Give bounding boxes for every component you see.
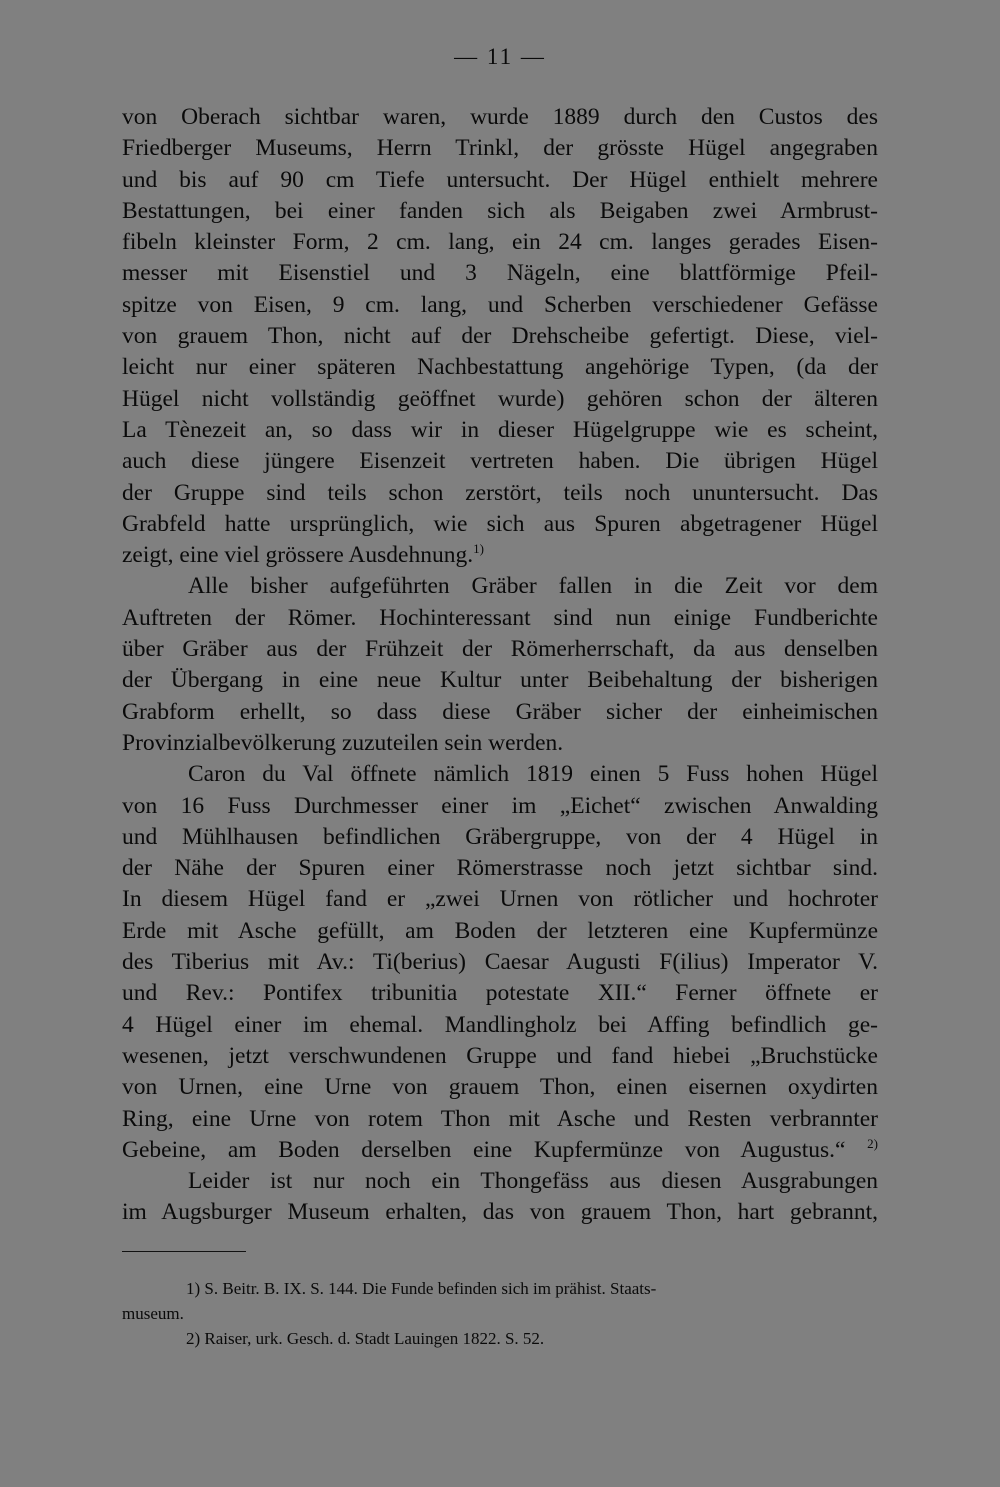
text-line: wesenen, jetzt verschwundenen Gruppe und fand hiebei „Bruchstücke [122,1042,878,1069]
text-line: auch diese jüngere Eisenzeit vertreten haben. Die übrigen Hügel [122,448,878,475]
text-line: 4 Hügel einer im ehemal. Mandlingholz bei Affing befindlich ge- [122,1011,878,1038]
text-line: Hügel nicht vollständig geöffnet wurde) gehören schon der älteren [122,385,878,412]
text-line: von Oberach sichtbar waren, wurde 1889 durch den Custos des [122,104,878,130]
text-line: messer mit Eisenstiel und 3 Nägeln, eine blattförmige Pfeil- [122,260,878,287]
text-line: der Nähe der Spuren einer Römerstrasse noch jetzt sichtbar sind. [122,855,878,882]
body-text [122,102,878,1229]
text-line: des Tiberius mit Av.: Ti(berius) Caesar Augusti F(ilius) Imperator V. [122,949,878,976]
text-line: Grabform erhellt, so dass diese Gräber sicher der einheimischen [122,698,878,725]
text-line: und bis auf 90 cm Tiefe untersucht. Der Hügel enthielt mehrere [122,166,878,193]
text-line-content: zeigt, eine viel grössere Ausdehnung. [122,542,474,569]
text-line [122,540,878,571]
text-line: und Mühlhausen befindlichen Gräbergruppe, von der 4 Hügel in [122,823,878,850]
text-line: von Urnen, eine Urne von grauem Thon, einen eisernen oxydirten [122,1074,878,1101]
text-line: La Tènezeit an, so dass wir in dieser Hügelgruppe wie es scheint, [122,416,878,443]
text-line: von 16 Fuss Durchmesser einer im „Eichet“ zwischen Anwalding [122,792,878,819]
text-line [122,1135,878,1166]
footnote-divider [122,1251,246,1252]
text-line: Provinzialbevölkerung zuzuteilen sein werden. [122,729,564,756]
text-line: Ring, eine Urne von rotem Thon mit Asche und Resten verbrannter [122,1105,878,1132]
footnote-line: museum. [122,1304,184,1323]
footnotes [122,1276,878,1351]
page-number: — 11 — [454,44,546,69]
footnote-line: 2) Raiser, urk. Gesch. d. Stadt Lauingen 1822. S. 52. [186,1329,545,1348]
text-line: Caron du Val öffnete nämlich 1819 einen 5 Fuss hohen Hügel [188,761,878,788]
footnote-ref-2: 2) [867,1135,878,1151]
text-line: Leider ist nur noch ein Thongefäss aus diesen Ausgrabungen [188,1168,878,1195]
footnote-line: 1) S. Beitr. B. IX. S. 144. Die Funde befinden sich im prähist. Staats- [186,1279,657,1298]
text-line: In diesem Hügel fand er „zwei Urnen von rötlicher und hochroter [122,886,878,913]
text-line: Erde mit Asche gefüllt, am Boden der letzteren eine Kupfermünze [122,917,878,944]
text-line: Grabfeld hatte ursprünglich, wie sich aus Spuren abgetragener Hügel [122,510,878,537]
footnote-ref-1: 1) [473,541,484,557]
text-line: Auftreten der Römer. Hochinteressant sind nun einige Fundberichte [122,604,878,631]
text-line: Bestattungen, bei einer fanden sich als Beigaben zwei Armbrust- [122,197,878,224]
text-line: Friedberger Museums, Herrn Trinkl, der grösste Hügel angegraben [122,135,878,162]
text-line: spitze von Eisen, 9 cm. lang, und Scherben verschiedener Gefässe [122,291,878,318]
text-line: fibeln kleinster Form, 2 cm. lang, ein 24 cm. langes gerades Eisen- [122,229,878,256]
text-line: im Augsburger Museum erhalten, das von grauem Thon, hart gebrannt, [122,1199,878,1226]
text-line: und Rev.: Pontifex tribunitia potestate XII.“ Ferner öffnete er [122,980,878,1007]
text-line: leicht nur einer späteren Nachbestattung angehörige Typen, (da der [122,354,878,381]
text-line: Alle bisher aufgeführten Gräber fallen in die Zeit vor dem [188,573,878,600]
text-line: der Übergang in eine neue Kultur unter Beibehaltung der bisherigen [122,667,878,694]
text-line: über Gräber aus der Frühzeit der Römerherrschaft, da aus denselben [122,636,878,663]
text-line: von grauem Thon, nicht auf der Drehscheibe gefertigt. Diese, viel- [122,323,878,350]
text-line: der Gruppe sind teils schon zerstört, teils noch ununtersucht. Das [122,479,878,506]
text-line-content: Gebeine, am Boden derselben eine Kupfermünze von Augustus.“ [122,1136,846,1163]
